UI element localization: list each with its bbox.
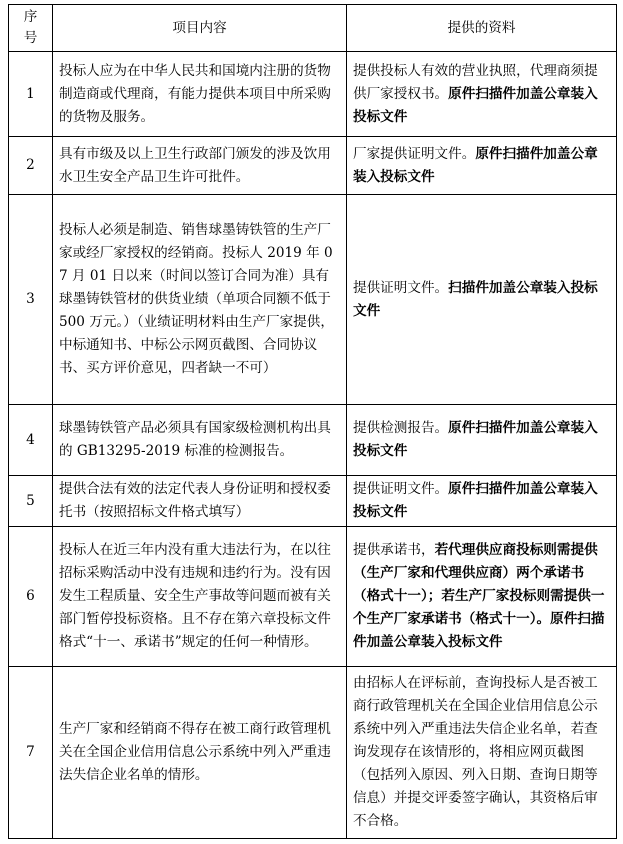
doc-normal-text: 由招标人在评标前，查询投标人是否被工商行政管理机关在全国企业信用信息公示系统中列入严重违法失信企业名单，若查询发现存在该情形的，将相应网页截图（包括列入原因、列入日期、查询日期等信息）并提交评委签字确认，其资格后审不合格。 bbox=[353, 675, 598, 829]
row-number: 4 bbox=[9, 405, 53, 476]
row-item: 投标人在近三年内没有重大违法行为，在以往招标采购活动中没有违规和违约行为。没有因发生工程质量、安全生产事故等问题而被有关部门暂停投标资格。且不存在第六章投标文件格式“十一、承诺书”规定的任何一种情形。 bbox=[53, 527, 347, 667]
table-row bbox=[9, 405, 617, 476]
doc-normal-text: 厂家提供证明文件。 bbox=[353, 145, 476, 162]
table-row bbox=[9, 137, 617, 195]
doc-normal-text: 提供投标人有效的营业执照，代理商须提供厂家授权书。 bbox=[353, 62, 598, 102]
table-row bbox=[9, 667, 617, 839]
doc-bold-text: 原件扫描件加盖公章装入投标文件 bbox=[353, 145, 598, 185]
row-doc bbox=[347, 137, 617, 195]
row-item: 球墨铸铁管产品必须具有国家级检测机构出具的 GB13295-2019 标准的检测报告。 bbox=[53, 405, 347, 476]
row-number: 1 bbox=[9, 52, 53, 137]
row-item: 具有市级及以上卫生行政部门颁发的涉及饮用水卫生安全产品卫生许可批件。 bbox=[53, 137, 347, 195]
row-doc bbox=[347, 405, 617, 476]
doc-bold-text: 扫描件加盖公章装入投标文件 bbox=[353, 279, 598, 319]
row-item: 投标人必须是制造、销售球墨铸铁管的生产厂家或经厂家授权的经销商。投标人 2019 年 07 月 01 日以来（时间以签订合同为准）具有球墨铸铁管材的供货业绩（单项合同额不低于 500 万元。）（业绩证明材料由生产厂家提供，中标通知书、中标公示网页截图、合同协议书、买方评价意见，四者缺一不可） bbox=[53, 195, 347, 405]
table-row bbox=[9, 476, 617, 527]
doc-normal-text: 提供检测报告。 bbox=[353, 420, 449, 436]
row-doc bbox=[347, 667, 617, 839]
header-item: 项目内容 bbox=[53, 5, 347, 52]
header-no-line1: 序 bbox=[23, 9, 38, 25]
row-item: 投标人应为在中华人民共和国境内注册的货物制造商或代理商，有能力提供本项目中所采购的货物及服务。 bbox=[53, 52, 347, 137]
doc-bold-text: 原件扫描件加盖公章装入投标文件 bbox=[353, 481, 598, 520]
requirements-table bbox=[8, 4, 617, 839]
table-row bbox=[9, 527, 617, 667]
row-doc bbox=[347, 195, 617, 405]
row-number: 5 bbox=[9, 476, 53, 527]
doc-normal-text: 提供证明文件。 bbox=[353, 481, 449, 497]
doc-normal-text: 提供证明文件。 bbox=[353, 279, 449, 296]
row-number: 7 bbox=[9, 667, 53, 839]
header-doc: 提供的资料 bbox=[347, 5, 617, 52]
row-number: 2 bbox=[9, 137, 53, 195]
row-number: 3 bbox=[9, 195, 53, 405]
doc-bold-text: 原件扫描件加盖公章装入投标文件 bbox=[353, 85, 598, 125]
row-doc bbox=[347, 527, 617, 667]
row-item: 提供合法有效的法定代表人身份证明和授权委托书（按照招标文件格式填写） bbox=[53, 476, 347, 527]
row-number: 6 bbox=[9, 527, 53, 667]
doc-normal-text: 提供承诺书， bbox=[353, 542, 435, 558]
header-no bbox=[9, 5, 53, 52]
table-row bbox=[9, 195, 617, 405]
row-doc bbox=[347, 476, 617, 527]
doc-bold-text: 原件扫描件加盖公章装入投标文件 bbox=[353, 420, 598, 459]
row-item: 生产厂家和经销商不得存在被工商行政管理机关在全国企业信用信息公示系统中列入严重违法失信企业名单的情形。 bbox=[53, 667, 347, 839]
table-row bbox=[9, 52, 617, 137]
row-doc bbox=[347, 52, 617, 137]
table-header-row bbox=[9, 5, 617, 52]
header-no-line2: 号 bbox=[23, 30, 38, 46]
doc-bold-text: 若代理供应商投标则需提供（生产厂家和代理供应商）两个承诺书（格式十一）；若生产厂家投标则需提供一个生产厂家承诺书（格式十一）。原件扫描件加盖公章装入投标文件 bbox=[353, 542, 605, 650]
